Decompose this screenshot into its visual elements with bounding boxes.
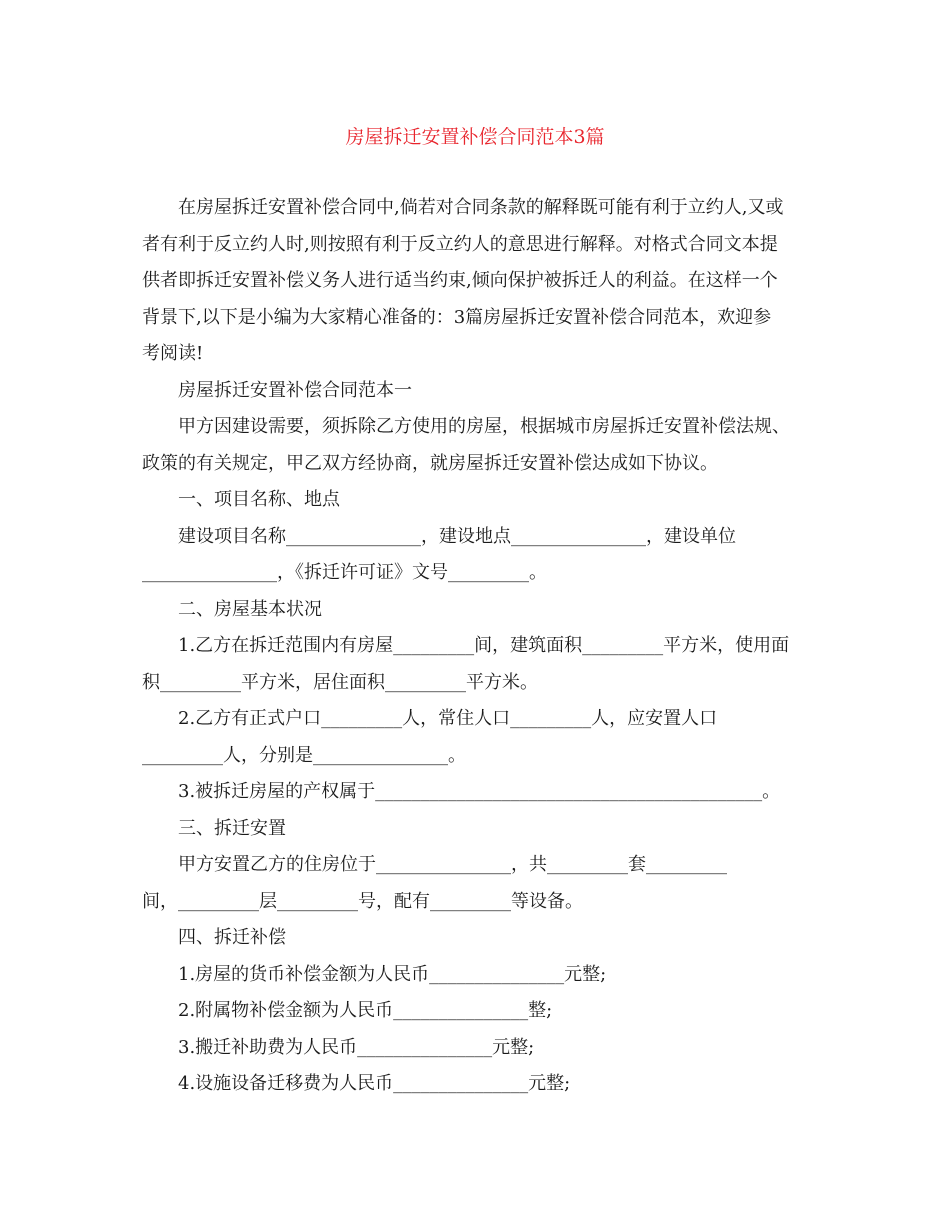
text-line: 考阅读! [142, 343, 204, 364]
text-line: 供者即拆迁安置补偿义务人进行适当约束,倾向保护被拆迁人的利益。在这样一个 [142, 270, 778, 291]
text-line: 甲方安置乙方的住房位于_______________，共_________套_________ [178, 854, 727, 875]
intro-paragraph [142, 190, 812, 373]
text-line: 甲方因建设需要，须拆除乙方使用的房屋，根据城市房屋拆迁安置补偿法规、 [178, 416, 790, 437]
section-heading: 三、拆迁安置 [178, 817, 286, 839]
section4-item: 4.设施设备迁移费为人民币_______________元整; [178, 1073, 571, 1094]
section3-paragraph [142, 847, 812, 920]
text-line: 背景下,以下是小编为大家精心准备的：3篇房屋拆迁安置补偿合同范本，欢迎参 [142, 306, 772, 328]
document-title: 房屋拆迁安置补偿合同范本3篇 [345, 126, 605, 148]
text-line: _______________，《拆迁许可证》文号_________。 [142, 562, 547, 583]
sample-heading: 房屋拆迁安置补偿合同范本一 [178, 379, 412, 401]
text-line: 者有利于反立约人时,则按照有利于反立约人的意思进行解释。对格式合同文本提 [142, 233, 778, 255]
text-line: 政策的有关规定，甲乙双方经协商，就房屋拆迁安置补偿达成如下协议。 [142, 452, 718, 474]
text-line: 建设项目名称_______________，建设地点_______________，建设单位 [178, 525, 736, 547]
section2-item [142, 628, 812, 701]
text-line: _________人，分别是_______________。 [142, 744, 466, 766]
section-heading: 一、项目名称、地点 [178, 489, 340, 510]
preamble-paragraph [142, 409, 812, 482]
section-heading: 四、拆迁补偿 [178, 927, 286, 948]
text-line: 1.乙方在拆迁范围内有房屋_________间，建筑面积_________平方米，使用面 [178, 635, 790, 656]
section2-item [142, 701, 812, 774]
document-body [142, 190, 812, 1103]
section4-item: 3.搬迁补助费为人民币_______________元整; [178, 1036, 535, 1058]
section4-item: 1.房屋的货币补偿金额为人民币_______________元整; [178, 963, 607, 985]
text-line: 2.乙方有正式户口_________人，常住人口_________人，应安置人口 [178, 708, 718, 729]
text-line: 在房屋拆迁安置补偿合同中,倘若对合同条款的解释既可能有利于立约人,又或 [178, 197, 784, 218]
section4-item: 2.附属物补偿金额为人民币_______________整; [178, 1000, 553, 1021]
section2-item: 3.被拆迁房屋的产权属于___________________________________________。 [178, 781, 781, 802]
text-line: 积_________平方米，居住面积_________平方米。 [142, 671, 538, 693]
text-line: 间，_________层_________号，配有_________等设备。 [142, 890, 583, 912]
section1-paragraph [142, 519, 812, 592]
section-heading: 二、房屋基本状况 [178, 598, 322, 620]
